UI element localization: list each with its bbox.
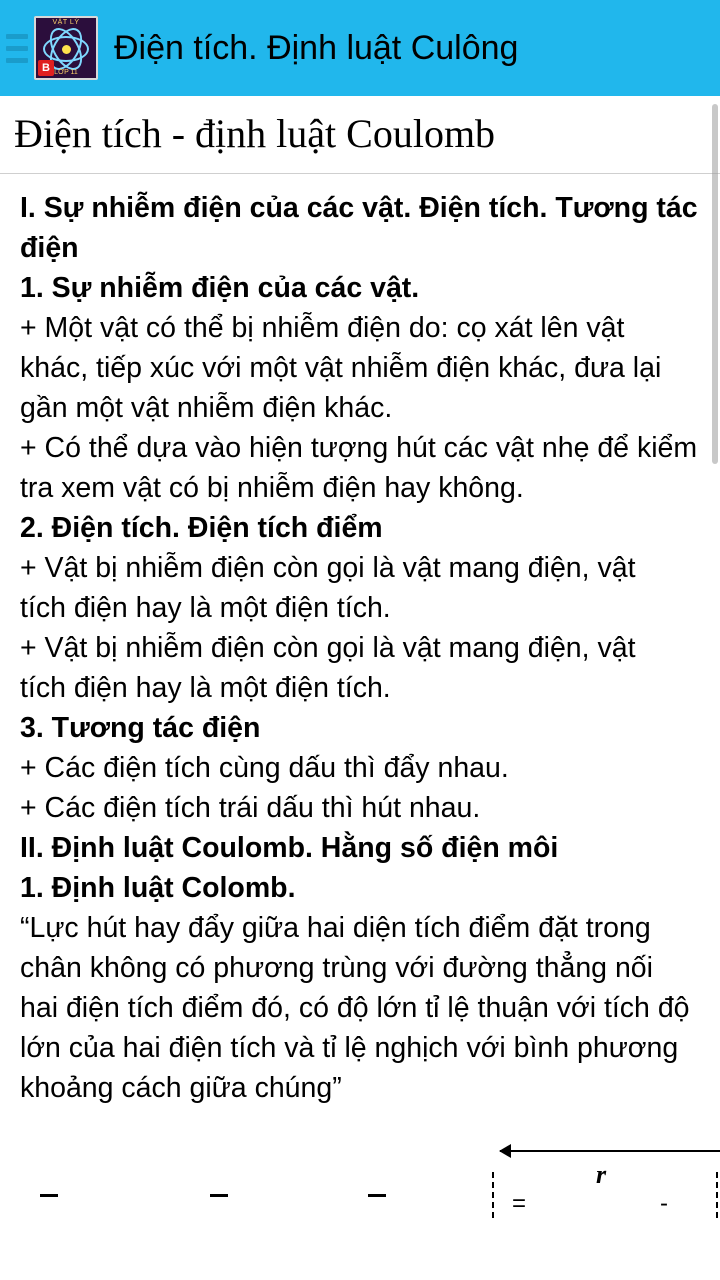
article-paragraph: “Lực hút hay đẩy giữa hai diện tích điểm đặt trong — [20, 912, 651, 944]
article-paragraph: + Các điện tích cùng dấu thì đẩy nhau. — [20, 752, 509, 784]
distance-arrow-icon — [500, 1150, 720, 1152]
article-paragraph: 1. Định luật Colomb. — [20, 872, 296, 904]
article-scroll-container[interactable] — [0, 96, 720, 1280]
article-paragraph: + Các điện tích trái dấu thì hút nhau. — [20, 792, 481, 824]
article-paragraph: điện — [20, 232, 79, 264]
right-charge-label: - — [660, 1190, 668, 1217]
hamburger-menu-icon[interactable] — [2, 28, 28, 68]
heading-divider — [0, 173, 720, 174]
article-paragraph: 2. Điện tích. Điện tích điểm — [20, 512, 383, 544]
menu-line — [6, 46, 28, 51]
article-paragraph: + Vật bị nhiễm điện còn gọi là vật mang điện, vật — [20, 632, 636, 664]
article-paragraph: khoảng cách giữa chúng” — [20, 1072, 342, 1104]
article-heading: Điện tích - định luật Coulomb — [14, 111, 496, 156]
article-paragraph: 3. Tương tác điện — [20, 712, 261, 744]
article-paragraph: gần một vật nhiễm điện khác. — [20, 392, 393, 424]
coulomb-figure — [0, 1128, 720, 1248]
figure-tick — [210, 1194, 228, 1197]
atom-nucleus — [62, 45, 71, 54]
article-paragraph: hai điện tích điểm đó, có độ lớn tỉ lệ thuận với tích độ — [20, 992, 690, 1024]
article-paragraph: lớn của hai điện tích và tỉ lệ nghịch với bình phương — [20, 1032, 679, 1064]
article-body — [0, 188, 720, 1108]
logo-bottom-label: LỚP 11 — [54, 69, 78, 76]
menu-line — [6, 58, 28, 63]
article-paragraph: + Một vật có thể bị nhiễm điện do: cọ xát lên vật — [20, 312, 625, 344]
article-paragraph: + Vật bị nhiễm điện còn gọi là vật mang điện, vật — [20, 552, 636, 584]
left-charge-label: = — [512, 1190, 527, 1217]
article-paragraph: chân không có phương trùng với đường thẳng nối — [20, 952, 653, 984]
logo-top-label: VẬT LÝ — [52, 19, 80, 26]
app-logo-icon — [34, 16, 98, 80]
article-paragraph: tra xem vật có bị nhiễm điện hay không. — [20, 472, 524, 504]
figure-tick — [368, 1194, 386, 1197]
distance-label: r — [596, 1160, 607, 1189]
article-paragraph: 1. Sự nhiễm điện của các vật. — [20, 272, 420, 304]
article-paragraph: I. Sự nhiễm điện của các vật. Điện tích. Tương tác — [20, 192, 698, 224]
action-bar — [0, 0, 720, 96]
figure-tick — [40, 1194, 58, 1197]
dashed-guide-right — [716, 1172, 718, 1218]
menu-line — [6, 34, 28, 39]
article-paragraph: tích điện hay là một điện tích. — [20, 672, 391, 704]
article-paragraph: II. Định luật Coulomb. Hằng số điện môi — [20, 832, 559, 864]
vertical-scrollbar[interactable] — [712, 104, 718, 464]
article-paragraph: tích điện hay là một điện tích. — [20, 592, 391, 624]
page-title: Điện tích. Định luật Culông — [114, 28, 519, 67]
logo-badge: B — [38, 60, 54, 76]
article-paragraph: + Có thể dựa vào hiện tượng hút các vật nhẹ để kiểm — [20, 432, 698, 464]
dashed-guide-left — [492, 1172, 494, 1218]
article-paragraph: khác, tiếp xúc với một vật nhiễm điện khác, đưa lại — [20, 352, 662, 384]
